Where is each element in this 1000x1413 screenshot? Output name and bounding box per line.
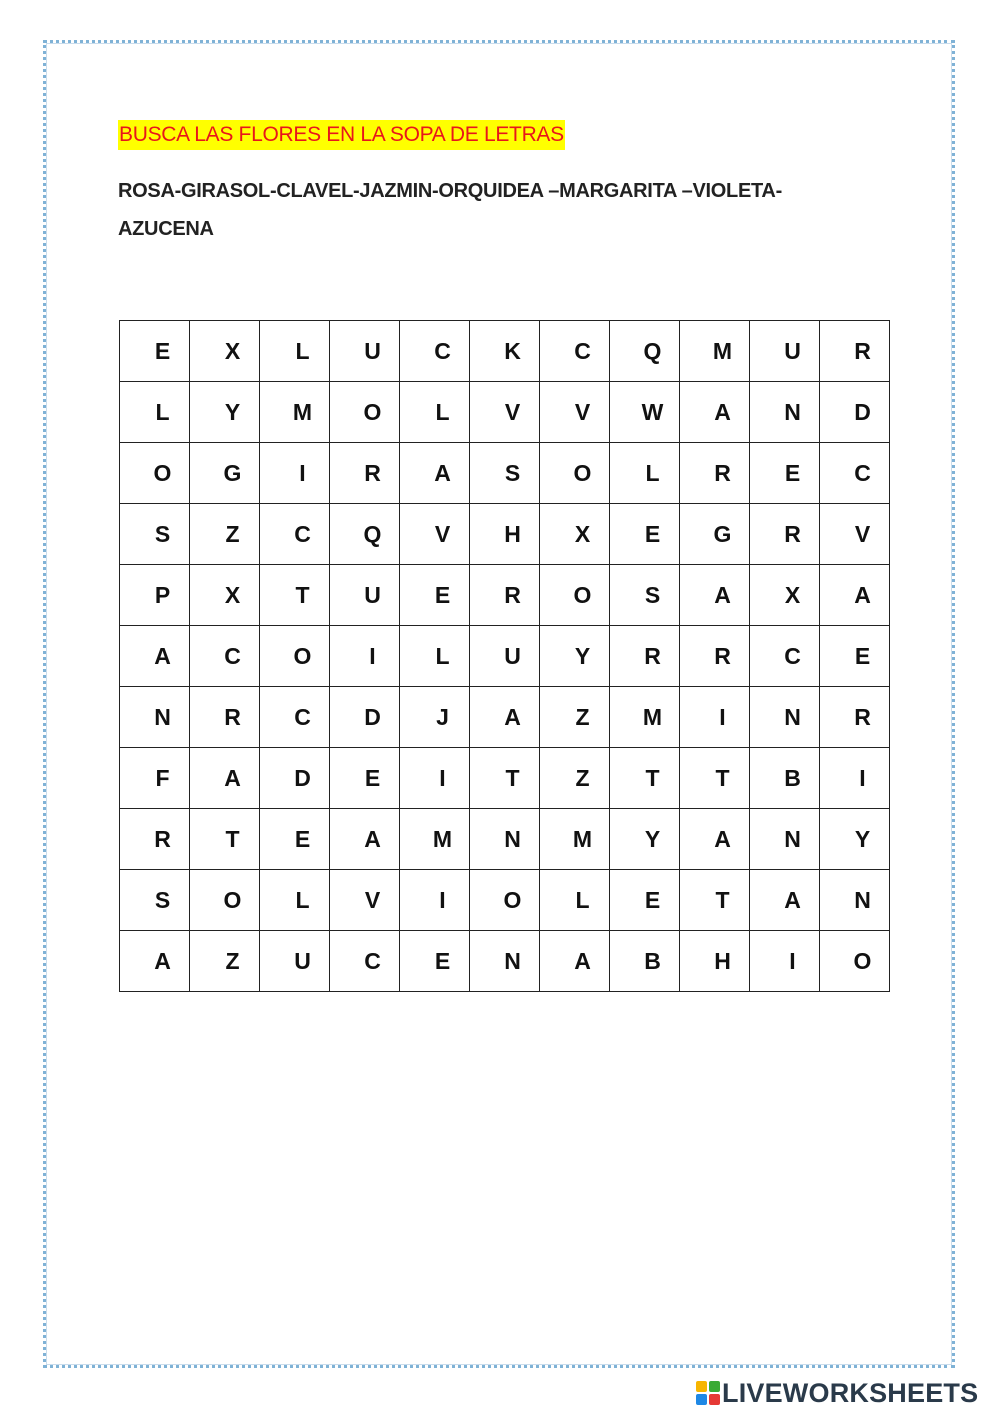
grid-letter: Y <box>574 642 591 669</box>
liveworksheets-logo[interactable] <box>696 1378 978 1408</box>
grid-letter: R <box>644 642 661 669</box>
grid-letter: E <box>294 825 311 852</box>
grid-letter: G <box>223 459 242 486</box>
grid-letter: N <box>784 825 801 852</box>
grid-letter: M <box>432 825 453 852</box>
grid-letter: D <box>294 764 311 791</box>
grid-letter: I <box>439 764 446 791</box>
grid-letter: Q <box>643 337 662 364</box>
grid-letter: N <box>854 886 871 913</box>
grid-letter: O <box>503 886 522 913</box>
grid-row <box>120 931 890 992</box>
grid-letter: D <box>364 703 381 730</box>
grid-cell[interactable] <box>190 321 260 382</box>
grid-cell[interactable] <box>400 809 470 870</box>
grid-letter: C <box>854 459 871 486</box>
grid-letter: T <box>295 581 310 608</box>
word-list <box>118 172 898 248</box>
grid-letter: V <box>854 520 871 547</box>
grid-cell[interactable] <box>470 443 540 504</box>
grid-cell[interactable] <box>260 565 330 626</box>
grid-letter: B <box>644 947 661 974</box>
grid-letter: E <box>364 764 381 791</box>
grid-cell[interactable] <box>190 504 260 565</box>
grid-cell[interactable] <box>750 321 820 382</box>
grid-letter: T <box>225 825 240 852</box>
grid-letter: W <box>641 398 664 425</box>
grid-letter: J <box>436 703 449 730</box>
grid-letter: V <box>574 398 591 425</box>
grid-letter: N <box>154 703 171 730</box>
grid-cell[interactable] <box>470 382 540 443</box>
grid-letter: A <box>434 459 451 486</box>
grid-cell[interactable] <box>820 321 890 382</box>
grid-cell[interactable] <box>610 382 680 443</box>
liveworksheets-brand-text: LIVEWORKSHEETS <box>722 1377 979 1408</box>
grid-cell[interactable] <box>400 931 470 992</box>
grid-cell[interactable] <box>330 809 400 870</box>
grid-row <box>120 626 890 687</box>
grid-cell[interactable] <box>260 626 330 687</box>
grid-letter: I <box>859 764 866 791</box>
grid-letter: E <box>784 459 801 486</box>
instruction-heading: BUSCA LAS FLORES EN LA SOPA DE LETRAS <box>118 120 565 150</box>
grid-cell[interactable] <box>120 931 190 992</box>
grid-cell[interactable] <box>260 748 330 809</box>
grid-letter: C <box>574 337 591 364</box>
grid-cell[interactable] <box>680 870 750 931</box>
grid-cell[interactable] <box>750 748 820 809</box>
grid-letter: S <box>154 520 171 547</box>
grid-cell[interactable] <box>820 626 890 687</box>
grid-cell[interactable] <box>120 565 190 626</box>
grid-cell[interactable] <box>190 443 260 504</box>
grid-letter: Z <box>225 520 240 547</box>
grid-cell[interactable] <box>120 321 190 382</box>
grid-cell[interactable] <box>400 626 470 687</box>
grid-letter: M <box>712 337 733 364</box>
grid-cell[interactable] <box>400 870 470 931</box>
grid-cell[interactable] <box>750 809 820 870</box>
grid-cell[interactable] <box>120 626 190 687</box>
grid-cell[interactable] <box>260 443 330 504</box>
grid-cell[interactable] <box>680 687 750 748</box>
grid-letter: I <box>299 459 306 486</box>
grid-cell[interactable] <box>260 321 330 382</box>
grid-cell[interactable] <box>610 809 680 870</box>
grid-cell[interactable] <box>610 748 680 809</box>
grid-letter: Z <box>575 703 590 730</box>
grid-cell[interactable] <box>260 870 330 931</box>
grid-letter: E <box>154 337 171 364</box>
grid-letter: D <box>854 398 871 425</box>
grid-letter: A <box>224 764 241 791</box>
grid-letter: L <box>645 459 660 486</box>
grid-cell[interactable] <box>540 931 610 992</box>
grid-letter: B <box>784 764 801 791</box>
grid-letter: A <box>714 825 731 852</box>
grid-cell[interactable] <box>260 809 330 870</box>
grid-cell[interactable] <box>820 382 890 443</box>
grid-letter: P <box>154 581 171 608</box>
grid-letter: V <box>504 398 521 425</box>
grid-letter: H <box>714 947 731 974</box>
grid-letter: R <box>854 337 871 364</box>
grid-letter: Z <box>225 947 240 974</box>
grid-cell[interactable] <box>260 382 330 443</box>
grid-cell[interactable] <box>680 504 750 565</box>
grid-cell[interactable] <box>610 321 680 382</box>
grid-cell[interactable] <box>820 443 890 504</box>
grid-cell[interactable] <box>330 565 400 626</box>
grid-cell[interactable] <box>750 870 820 931</box>
grid-cell[interactable] <box>120 504 190 565</box>
grid-cell[interactable] <box>330 687 400 748</box>
grid-cell[interactable] <box>470 748 540 809</box>
grid-letter: A <box>714 398 731 425</box>
grid-cell[interactable] <box>120 809 190 870</box>
liveworksheets-logo-icon <box>696 1381 720 1405</box>
grid-letter: Y <box>644 825 661 852</box>
grid-letter: M <box>572 825 593 852</box>
grid-letter: X <box>574 520 591 547</box>
grid-letter: O <box>363 398 382 425</box>
grid-letter: L <box>155 398 170 425</box>
grid-cell[interactable] <box>610 565 680 626</box>
grid-cell[interactable] <box>190 565 260 626</box>
grid-cell[interactable] <box>400 321 470 382</box>
grid-cell[interactable] <box>400 504 470 565</box>
grid-cell[interactable] <box>190 382 260 443</box>
grid-cell[interactable] <box>750 687 820 748</box>
grid-letter: T <box>505 764 520 791</box>
grid-letter: V <box>434 520 451 547</box>
grid-letter: I <box>439 886 446 913</box>
grid-letter: C <box>294 703 311 730</box>
grid-cell[interactable] <box>750 443 820 504</box>
grid-cell[interactable] <box>750 382 820 443</box>
grid-letter: U <box>294 947 311 974</box>
grid-cell[interactable] <box>540 870 610 931</box>
grid-cell[interactable] <box>680 382 750 443</box>
grid-letter: S <box>504 459 521 486</box>
grid-letter: E <box>644 886 661 913</box>
grid-cell[interactable] <box>470 687 540 748</box>
grid-letter: R <box>784 520 801 547</box>
grid-cell[interactable] <box>260 504 330 565</box>
grid-letter: O <box>573 581 592 608</box>
grid-cell[interactable] <box>750 931 820 992</box>
grid-letter: U <box>364 581 381 608</box>
grid-row <box>120 809 890 870</box>
grid-cell[interactable] <box>260 931 330 992</box>
grid-cell[interactable] <box>540 382 610 443</box>
grid-cell[interactable] <box>470 321 540 382</box>
grid-letter: U <box>364 337 381 364</box>
grid-cell[interactable] <box>820 748 890 809</box>
grid-letter: G <box>713 520 732 547</box>
grid-letter: O <box>153 459 172 486</box>
grid-cell[interactable] <box>330 870 400 931</box>
grid-cell[interactable] <box>750 504 820 565</box>
grid-letter: X <box>224 581 241 608</box>
grid-letter: R <box>224 703 241 730</box>
grid-letter: O <box>853 947 872 974</box>
grid-row <box>120 687 890 748</box>
grid-letter: R <box>364 459 381 486</box>
grid-cell[interactable] <box>610 687 680 748</box>
grid-letter: M <box>642 703 663 730</box>
grid-letter: T <box>715 764 730 791</box>
grid-cell[interactable] <box>330 748 400 809</box>
grid-cell[interactable] <box>610 931 680 992</box>
grid-cell[interactable] <box>190 687 260 748</box>
grid-cell[interactable] <box>260 687 330 748</box>
grid-letter: A <box>154 947 171 974</box>
grid-cell[interactable] <box>470 565 540 626</box>
grid-row <box>120 443 890 504</box>
word-list-line-1: ROSA-GIRASOL-CLAVEL-JAZMIN-ORQUIDEA –MARGARITA –VIOLETA- <box>118 180 782 202</box>
grid-cell[interactable] <box>610 870 680 931</box>
grid-cell[interactable] <box>820 565 890 626</box>
grid-letter: Q <box>363 520 382 547</box>
grid-cell[interactable] <box>610 626 680 687</box>
grid-cell[interactable] <box>540 321 610 382</box>
grid-letter: X <box>224 337 241 364</box>
grid-letter: I <box>719 703 726 730</box>
grid-cell[interactable] <box>470 626 540 687</box>
grid-letter: Y <box>224 398 241 425</box>
grid-letter: U <box>784 337 801 364</box>
grid-letter: H <box>504 520 521 547</box>
grid-cell[interactable] <box>750 626 820 687</box>
grid-cell[interactable] <box>400 443 470 504</box>
grid-letter: A <box>364 825 381 852</box>
grid-row <box>120 382 890 443</box>
grid-cell[interactable] <box>190 809 260 870</box>
grid-row <box>120 321 890 382</box>
word-list-line-2: AZUCENA <box>118 218 214 240</box>
grid-letter: A <box>714 581 731 608</box>
grid-letter: O <box>293 642 312 669</box>
grid-letter: R <box>714 459 731 486</box>
grid-cell[interactable] <box>540 565 610 626</box>
grid-cell[interactable] <box>750 565 820 626</box>
grid-cell[interactable] <box>400 687 470 748</box>
grid-cell[interactable] <box>680 626 750 687</box>
grid-cell[interactable] <box>120 382 190 443</box>
grid-letter: F <box>155 764 170 791</box>
grid-letter: L <box>295 337 310 364</box>
grid-cell[interactable] <box>330 504 400 565</box>
grid-letter: S <box>644 581 661 608</box>
grid-cell[interactable] <box>470 870 540 931</box>
grid-cell[interactable] <box>680 321 750 382</box>
grid-cell[interactable] <box>470 504 540 565</box>
grid-letter: R <box>854 703 871 730</box>
grid-row <box>120 565 890 626</box>
grid-letter: C <box>434 337 451 364</box>
grid-row <box>120 504 890 565</box>
grid-letter: I <box>789 947 796 974</box>
grid-cell[interactable] <box>820 931 890 992</box>
grid-letter: L <box>435 398 450 425</box>
grid-cell[interactable] <box>120 687 190 748</box>
grid-letter: C <box>224 642 241 669</box>
grid-cell[interactable] <box>190 870 260 931</box>
grid-cell[interactable] <box>470 809 540 870</box>
grid-cell[interactable] <box>540 443 610 504</box>
grid-letter: U <box>504 642 521 669</box>
grid-letter: R <box>504 581 521 608</box>
grid-letter: L <box>435 642 450 669</box>
grid-cell[interactable] <box>820 504 890 565</box>
grid-letter: C <box>784 642 801 669</box>
grid-letter: C <box>364 947 381 974</box>
grid-letter: T <box>645 764 660 791</box>
grid-cell[interactable] <box>820 870 890 931</box>
grid-cell[interactable] <box>400 565 470 626</box>
grid-letter: L <box>295 886 310 913</box>
grid-letter: O <box>223 886 242 913</box>
grid-cell[interactable] <box>400 382 470 443</box>
grid-letter: N <box>784 398 801 425</box>
grid-cell[interactable] <box>120 748 190 809</box>
grid-cell[interactable] <box>820 809 890 870</box>
grid-letter: O <box>573 459 592 486</box>
grid-letter: X <box>784 581 801 608</box>
grid-letter: R <box>714 642 731 669</box>
grid-letter: N <box>504 825 521 852</box>
grid-cell[interactable] <box>190 748 260 809</box>
grid-cell[interactable] <box>120 870 190 931</box>
grid-letter: A <box>854 581 871 608</box>
grid-cell[interactable] <box>330 321 400 382</box>
grid-letter: I <box>369 642 376 669</box>
grid-letter: A <box>784 886 801 913</box>
grid-cell[interactable] <box>610 443 680 504</box>
grid-cell[interactable] <box>680 565 750 626</box>
grid-cell[interactable] <box>190 626 260 687</box>
grid-cell[interactable] <box>330 443 400 504</box>
grid-letter: C <box>294 520 311 547</box>
grid-cell[interactable] <box>540 504 610 565</box>
grid-cell[interactable] <box>540 809 610 870</box>
grid-letter: A <box>504 703 521 730</box>
grid-letter: V <box>364 886 381 913</box>
grid-cell[interactable] <box>540 687 610 748</box>
grid-cell[interactable] <box>330 931 400 992</box>
grid-letter: T <box>715 886 730 913</box>
grid-cell[interactable] <box>610 504 680 565</box>
grid-letter: A <box>574 947 591 974</box>
word-search-grid <box>119 320 890 992</box>
grid-cell[interactable] <box>400 748 470 809</box>
grid-cell[interactable] <box>330 626 400 687</box>
grid-row <box>120 870 890 931</box>
grid-cell[interactable] <box>470 931 540 992</box>
grid-cell[interactable] <box>820 687 890 748</box>
grid-cell[interactable] <box>680 931 750 992</box>
grid-row <box>120 748 890 809</box>
grid-letter: S <box>154 886 171 913</box>
grid-cell[interactable] <box>680 443 750 504</box>
grid-letter: Y <box>854 825 871 852</box>
grid-cell[interactable] <box>540 748 610 809</box>
grid-letter: Z <box>575 764 590 791</box>
grid-cell[interactable] <box>540 626 610 687</box>
grid-letter: A <box>154 642 171 669</box>
grid-letter: M <box>292 398 313 425</box>
grid-letter: E <box>644 520 661 547</box>
grid-letter: L <box>575 886 590 913</box>
grid-letter: E <box>854 642 871 669</box>
grid-letter: N <box>784 703 801 730</box>
grid-cell[interactable] <box>680 748 750 809</box>
grid-cell[interactable] <box>190 931 260 992</box>
grid-cell[interactable] <box>680 809 750 870</box>
grid-cell[interactable] <box>330 382 400 443</box>
grid-letter: E <box>434 581 451 608</box>
grid-letter: K <box>504 337 521 364</box>
grid-letter: R <box>154 825 171 852</box>
grid-letter: E <box>434 947 451 974</box>
grid-cell[interactable] <box>120 443 190 504</box>
grid-letter: N <box>504 947 521 974</box>
